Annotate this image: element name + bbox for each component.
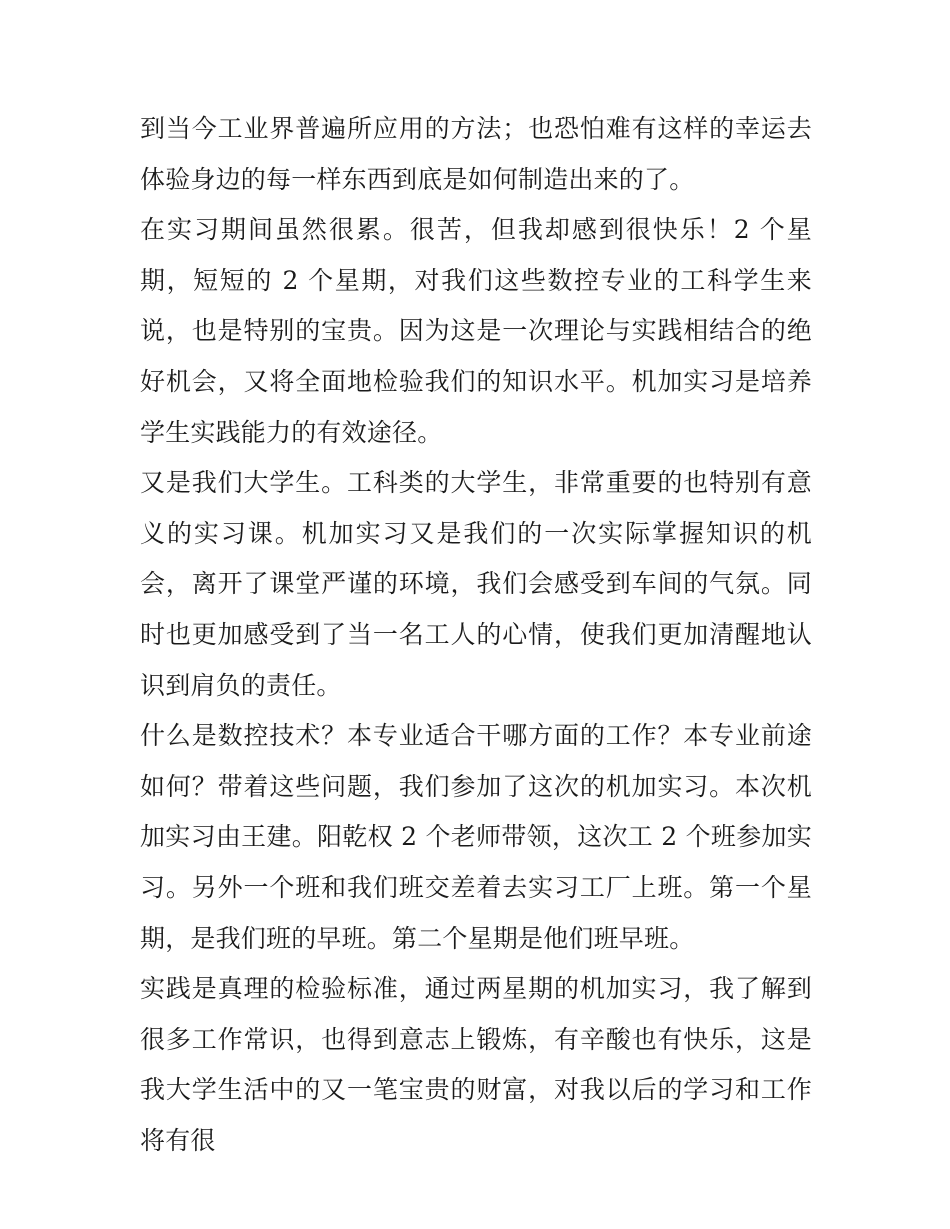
paragraph-2: 在实习期间虽然很累。很苦，但我却感到很快乐！2 个星期，短短的 2 个星期，对我们这些数控专业的工科学生来说，也是特别的宝贵。因为这是一次理论与实践相结合的绝好机会，又将全面地检验我们的知识水平。机加实习是培养学生实践能力的有效途径。 bbox=[140, 215, 812, 447]
paragraph-4: 什么是数控技术？本专业适合干哪方面的工作？本专业前途如何？带着这些问题，我们参加了这次的机加实习。本次机加实习由王建。阳乾权 2 个老师带领，这次工 2 个班参加实习。另外一个班和我们班交差着去实习工厂上班。第一个星期，是我们班的早班。第二个星期是他们班早班。 bbox=[140, 721, 812, 953]
paragraph-1: 到当今工业界普遍所应用的方法；也恐怕难有这样的幸运去体验身边的每一样东西到底是如何制造出来的了。 bbox=[140, 114, 812, 194]
paragraph-5: 实践是真理的检验标准，通过两星期的机加实习，我了解到很多工作常识，也得到意志上锻炼，有辛酸也有快乐，这是我大学生活中的又一笔宝贵的财富，对我以后的学习和工作将有很 bbox=[140, 974, 812, 1155]
paragraph-3: 又是我们大学生。工科类的大学生，非常重要的也特别有意义的实习课。机加实习又是我们的一次实际掌握知识的机会，离开了课堂严谨的环境，我们会感受到车间的气氛。同时也更加感受到了当一名工人的心情，使我们更加清醒地认识到肩负的责任。 bbox=[140, 468, 812, 700]
document-body bbox=[140, 104, 812, 1166]
